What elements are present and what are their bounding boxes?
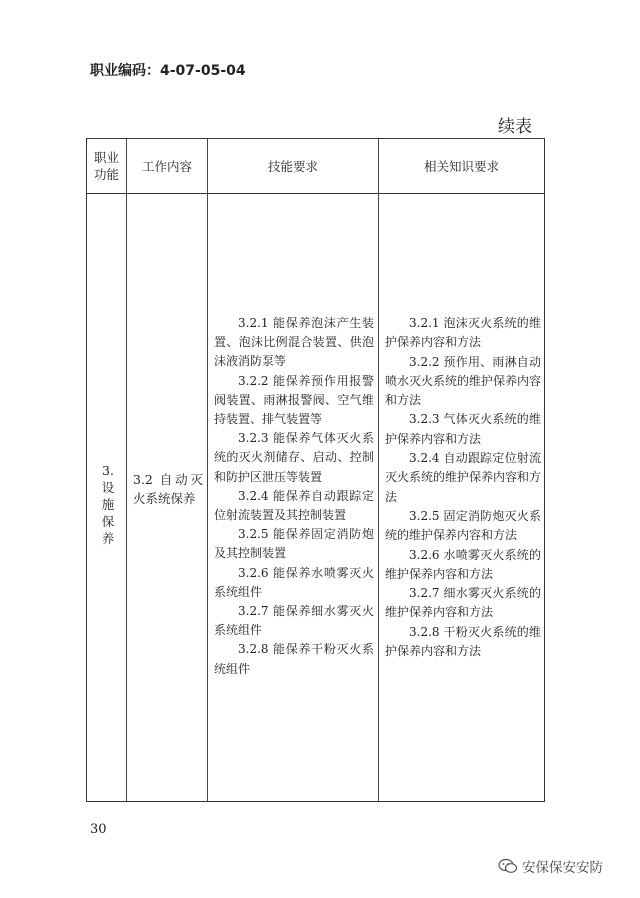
continued-label: 续表: [498, 117, 532, 137]
knowledge-item: 3.2.8 干粉灭火系统的维护保养内容和方法: [385, 624, 541, 659]
watermark-text: 安保保安安防: [522, 860, 603, 876]
knowledge-item: 3.2.3 气体灭火系统的维护保养内容和方法: [385, 412, 541, 446]
occupation-code: 职业编码：4-07-05-04: [90, 63, 246, 79]
knowledge-cell: [385, 314, 541, 661]
skill-item: 3.2.1 能保养泡沫产生装置、泡沫比例混合装置、供泡沫液消防泵等: [214, 316, 374, 369]
column-divider: [126, 139, 127, 801]
skills-table: [86, 138, 545, 802]
skill-item: 3.2.6 能保养水喷雾灭火系统组件: [214, 565, 374, 599]
page-number: 30: [90, 822, 107, 837]
skill-item: 3.2.8 能保养干粉灭火系统组件: [214, 642, 374, 676]
skill-item: 3.2.4 能保养自动跟踪定位射流装置及其控制装置: [214, 488, 374, 523]
header-skill-requirements: 技能要求: [267, 158, 318, 174]
header-function: 职业功能: [93, 150, 119, 182]
watermark: [498, 856, 603, 876]
skills-cell: [214, 314, 374, 679]
column-divider: [207, 139, 208, 801]
skill-item: 3.2.3 能保养气体灭火系统的灭火剂储存、启动、控制和防护区泄压等装置: [214, 431, 374, 484]
knowledge-item: 3.2.6 水喷雾灭火系统的维护保养内容和方法: [385, 547, 541, 581]
knowledge-item: 3.2.7 细水雾灭火系统的维护保养内容和方法: [385, 586, 541, 620]
knowledge-item: 3.2.1 泡沫灭火系统的维护保养内容和方法: [385, 316, 541, 350]
skill-item: 3.2.5 能保养固定消防炮及其控制装置: [214, 527, 374, 561]
header-divider: [87, 193, 544, 194]
header-knowledge-requirements: 相关知识要求: [423, 158, 499, 174]
header-work-content: 工作内容: [141, 158, 192, 174]
function-cell: 3. 设施保养: [101, 463, 115, 546]
skill-item: 3.2.7 能保养细水雾灭火系统组件: [214, 604, 374, 638]
knowledge-item: 3.2.5 固定消防炮灭火系统的维护保养内容和方法: [385, 508, 541, 543]
wechat-icon: [498, 858, 518, 874]
knowledge-item: 3.2.2 预作用、雨淋自动喷水灭火系统的维护保养内容和方法: [385, 354, 542, 408]
work-content-cell: 3.2 自动灭火系统保养: [133, 472, 203, 506]
column-divider: [378, 139, 379, 801]
skill-item: 3.2.2 能保养预作用报警阀装置、雨淋报警阀、空气维持装置、排气装置等: [214, 373, 374, 427]
knowledge-item: 3.2.4 自动跟踪定位射流灭火系统的维护保养内容和方法: [385, 451, 542, 504]
